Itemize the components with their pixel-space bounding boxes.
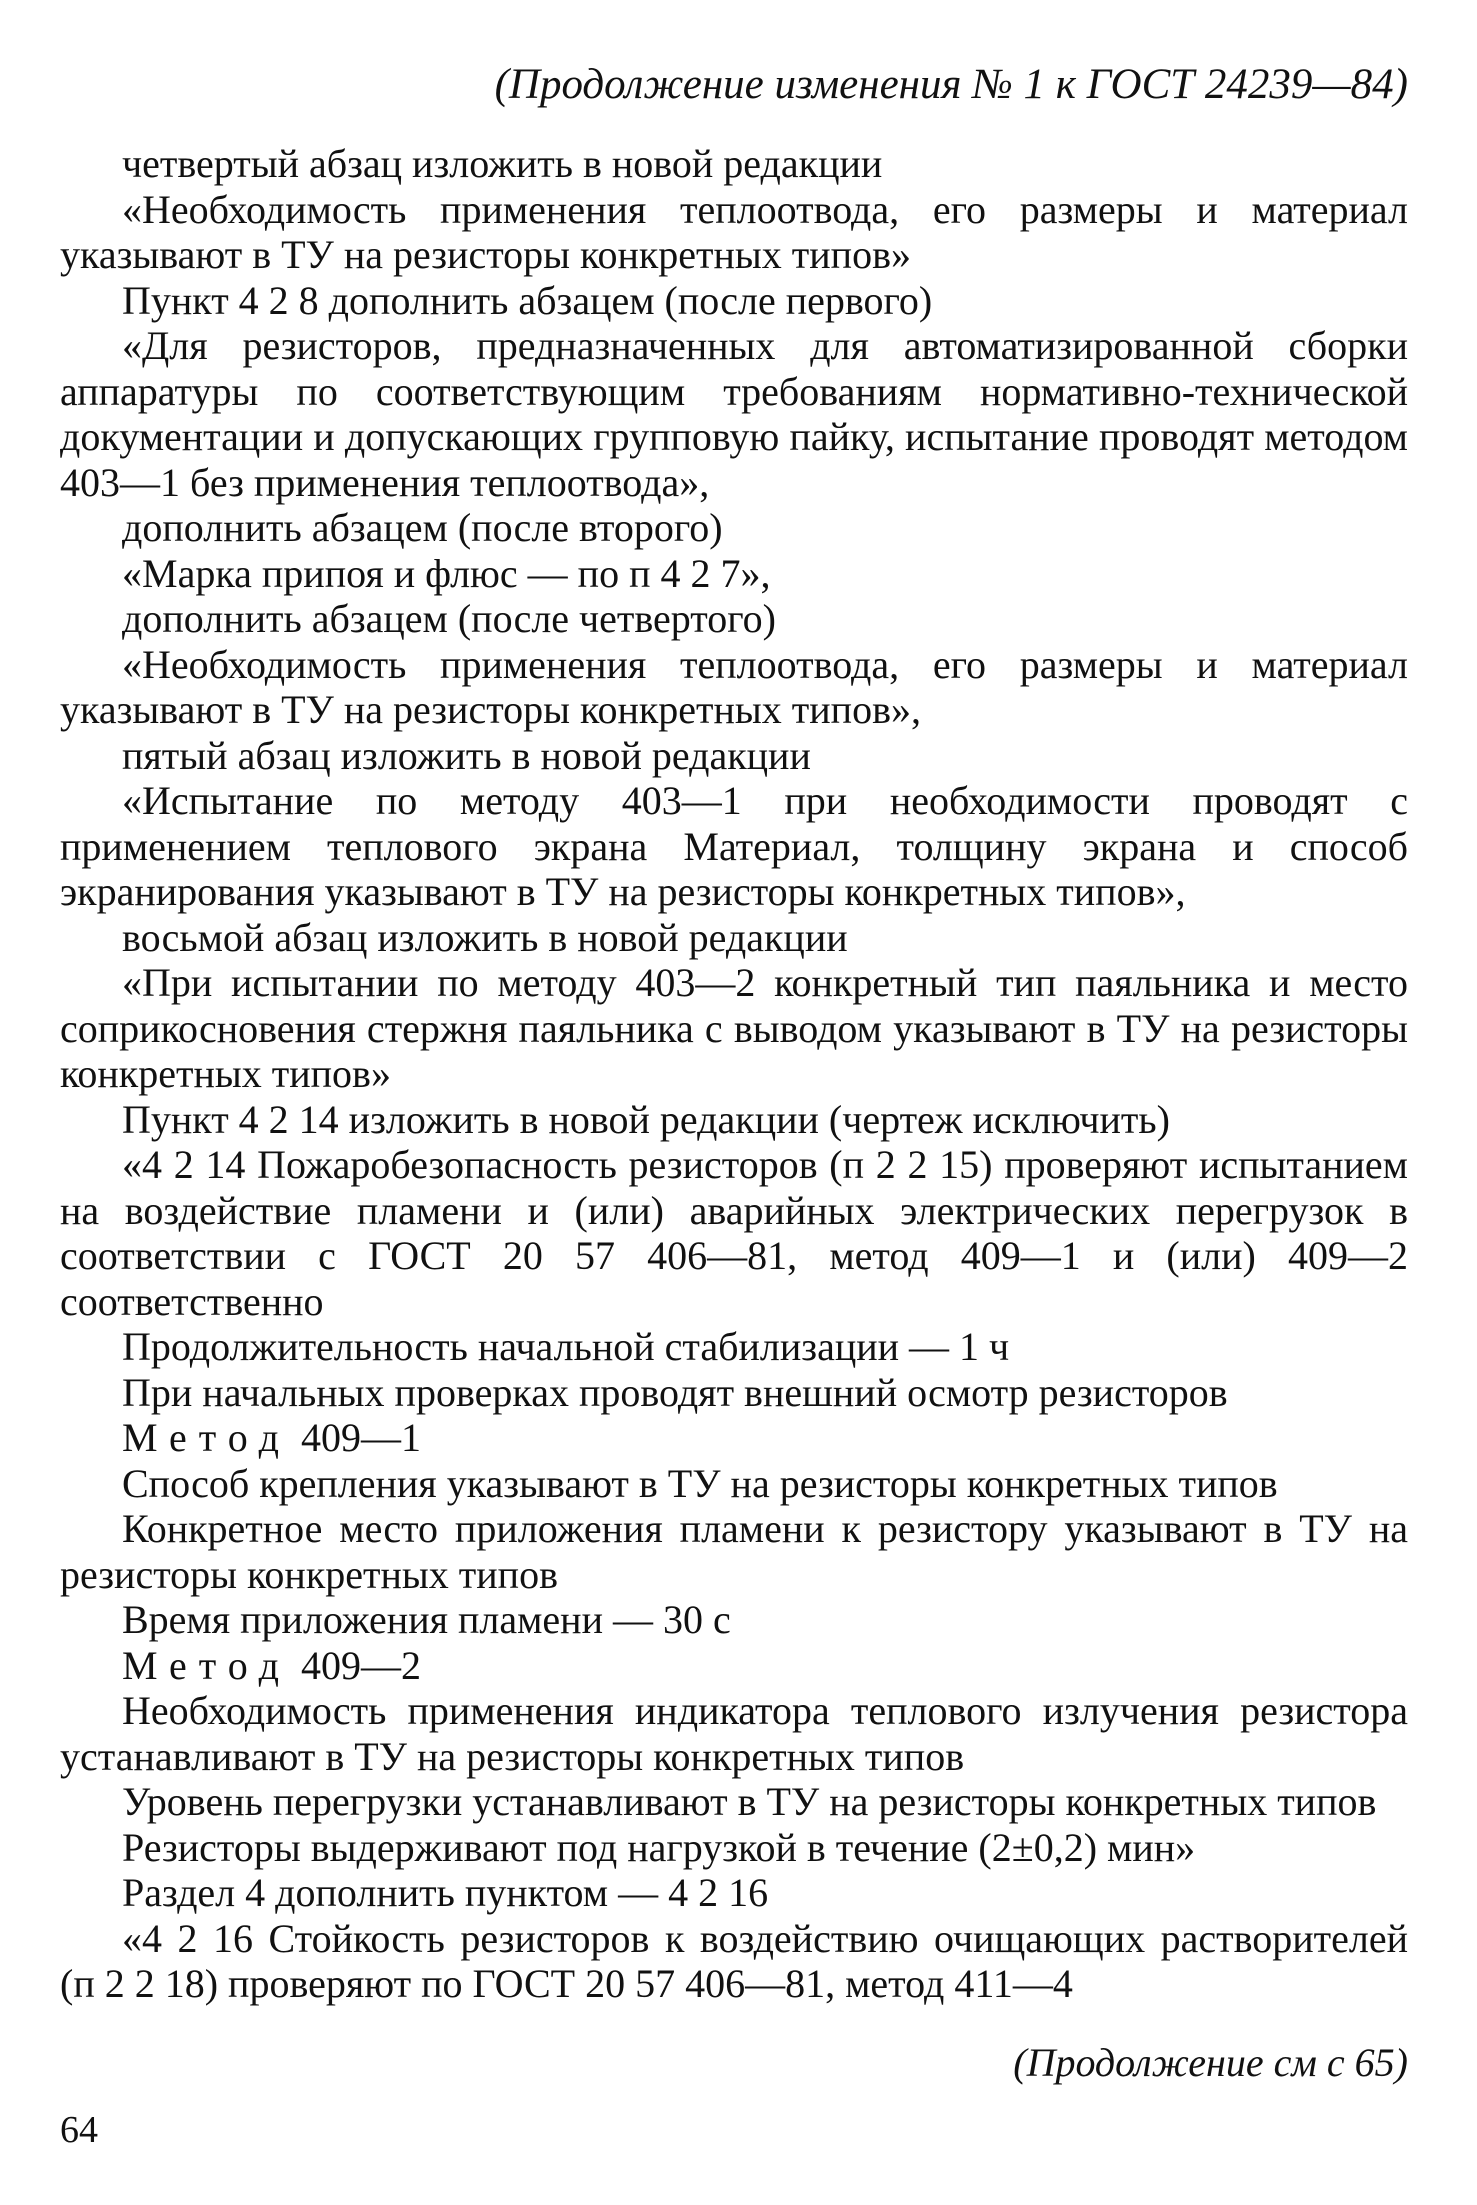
paragraph: «При испытании по методу 403—2 конкретный тип паяльника и место соприкосновения стержня паяльника с выводом указывают в ТУ на резисторы конкретных типов»: [60, 960, 1408, 1096]
paragraph: «Необходимость применения теплоотвода, его размеры и материал указывают в ТУ на резисторы конкретных типов»,: [60, 641, 1408, 732]
method-number: 409—2: [300, 1642, 421, 1688]
method-number: 409—1: [300, 1415, 421, 1460]
paragraph: «4 2 14 Пожаробезопасность резисторов (п 2 2 15) проверяют испытанием на воздействие пламени и (или) аварийных электрических перегрузок в соответствии с ГОСТ 20 57 406—81, метод 409—1 и (или) 409—2 соответственно: [60, 1142, 1408, 1324]
paragraph: «Марка припоя и флюс — по п 4 2 7»,: [122, 550, 771, 596]
paragraph: Пункт 4 2 14 изложить в новой редакции (чертеж исключить): [122, 1096, 1170, 1142]
method-heading: [60, 1643, 1408, 1689]
paragraph: Время приложения пламени — 30 с: [122, 1597, 731, 1642]
paragraph: «Необходимость применения теплоотвода, его размеры и материал указывают в ТУ на резисторы конкретных типов»: [60, 186, 1408, 277]
paragraph: Необходимость применения индикатора теплового излучения резистора устанавливают в ТУ на резисторы конкретных типов: [60, 1688, 1408, 1779]
paragraph: Уровень перегрузки устанавливают в ТУ на резисторы конкретных типов: [122, 1779, 1377, 1824]
paragraph: «4 2 16 Стойкость резисторов к воздействию очищающих растворителей (п 2 2 18) проверяют по ГОСТ 20 57 406—81, метод 411—4: [60, 1915, 1408, 2006]
document-page: [60, 55, 1408, 2089]
document-body: [60, 141, 1408, 2007]
paragraph: четвертый абзац изложить в новой редакции: [122, 141, 883, 186]
paragraph: Раздел 4 дополнить пунктом — 4 2 16: [122, 1870, 769, 1915]
method-word: Метод: [122, 1642, 291, 1688]
paragraph: пятый абзац изложить в новой редакции: [122, 732, 811, 778]
paragraph: Пункт 4 2 8 дополнить абзацем (после первого): [122, 277, 933, 323]
page-number: 64: [60, 2109, 98, 2151]
paragraph: Резисторы выдерживают под нагрузкой в течение (2±0,2) мин»: [122, 1824, 1196, 1870]
page-header: (Продолжение изменения № 1 к ГОСТ 24239—84): [494, 61, 1408, 108]
method-word: Метод: [122, 1415, 291, 1460]
paragraph: восьмой абзац изложить в новой редакции: [122, 914, 848, 960]
continuation-note: (Продолжение см с 65): [1013, 2039, 1408, 2085]
paragraph: «Испытание по методу 403—1 при необходимости проводят с применением теплового экрана Материал, толщину экрана и способ экранирования указывают в ТУ на резисторы конкретных типов»,: [60, 778, 1408, 914]
paragraph: «Для резисторов, предназначенных для автоматизированной сборки аппаратуры по соответствующим требованиям нормативно-технической документации и допускающих групповую пайку, испытание проводят методом 403—1 без применения теплоотвода»,: [60, 323, 1408, 505]
paragraph: Продолжительность начальной стабилизации — 1 ч: [122, 1324, 1010, 1369]
paragraph: Способ крепления указывают в ТУ на резисторы конкретных типов: [122, 1460, 1278, 1506]
paragraph: дополнить абзацем (после второго): [122, 505, 723, 550]
method-heading: [60, 1415, 1408, 1461]
paragraph: Конкретное место приложения пламени к резистору указывают в ТУ на резисторы конкретных типов: [60, 1506, 1408, 1597]
paragraph: дополнить абзацем (после четвертого): [122, 596, 776, 641]
paragraph: При начальных проверках проводят внешний осмотр резисторов: [122, 1369, 1228, 1415]
